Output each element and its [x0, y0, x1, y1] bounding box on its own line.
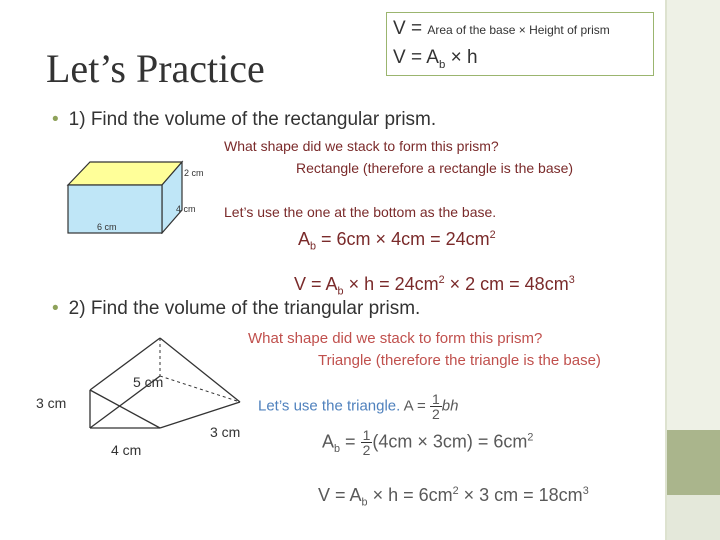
q1-shape-answer: Rectangle (therefore a rectangle is the base)	[296, 160, 574, 176]
q1-ab-eq: = 6cm × 4cm = 24cm	[316, 229, 490, 249]
q1-v-mid: × h = 24cm	[343, 274, 439, 294]
q2-ab-eq: =	[340, 431, 356, 452]
q1-v-sub: b	[337, 285, 344, 298]
q1-area-base	[298, 229, 496, 253]
formula-line-1	[393, 18, 610, 40]
question-2	[52, 298, 420, 320]
q2-shape-answer: Triangle (therefore the triangle is the base)	[318, 352, 601, 369]
label-6cm: 6 cm	[97, 222, 117, 232]
q1-ab-sub: b	[310, 240, 317, 253]
side-bar-light	[667, 0, 720, 430]
q2-formula-bh: bh	[441, 397, 459, 415]
q2-v-sub: b	[361, 496, 368, 509]
q1-v-mid2: × 2 cm = 48cm	[444, 274, 569, 294]
formula-v-label: V =	[393, 18, 423, 39]
q2-v-sup: 2	[452, 485, 459, 497]
q2-ab-fraction	[361, 428, 373, 457]
q2-ab-a: A	[322, 431, 335, 452]
q1-shape-question: What shape did we stack to form this prism?	[224, 138, 499, 154]
q2-ab-num: 1	[362, 427, 371, 443]
label-4cm-bottom: 4 cm	[111, 442, 142, 458]
question-1	[52, 109, 436, 131]
formula-v-ab: V = A	[393, 47, 439, 68]
q2-triangle-formula	[258, 392, 458, 421]
label-4cm: 4 cm	[176, 204, 196, 214]
prism-hidden-base	[160, 376, 240, 402]
formula-sub-b: b	[438, 58, 446, 71]
q1-v-sup2: 3	[568, 274, 575, 286]
side-bar-dark	[667, 430, 720, 495]
q2-ab-rest: (4cm × 3cm) = 6cm	[372, 431, 528, 452]
side-bar-bottom	[667, 495, 720, 540]
formula-description: Area of the base × Height of prism	[427, 23, 610, 37]
question-2-text: 2) Find the volume of the triangular prism.	[68, 298, 421, 319]
q2-v-sup2: 3	[582, 485, 589, 497]
formula-line-2	[393, 47, 478, 71]
label-5cm: 5 cm	[133, 374, 164, 390]
q2-shape-question: What shape did we stack to form this prism?	[248, 330, 543, 347]
q2-ab-sub: b	[334, 442, 341, 455]
question-1-text: 1) Find the volume of the rectangular prism.	[68, 109, 437, 130]
prism-back-hyp	[160, 338, 240, 402]
label-3cm-left: 3 cm	[36, 395, 67, 411]
q2-area-base	[322, 428, 533, 457]
q1-volume	[294, 274, 575, 298]
label-3cm-depth: 3 cm	[210, 424, 241, 440]
bullet-icon: •	[52, 298, 59, 319]
q2-ab-den: 2	[362, 442, 371, 458]
q2-volume	[318, 485, 589, 509]
label-2cm: 2 cm	[184, 168, 204, 178]
q1-ab-a: A	[298, 229, 311, 249]
q2-v-mid2: × 3 cm = 18cm	[458, 485, 583, 505]
q2-ab-sup: 2	[527, 431, 534, 444]
q1-v-sup: 2	[438, 274, 445, 286]
q2-formula-fraction	[430, 392, 442, 421]
q2-formula-a: A =	[403, 397, 426, 415]
slide-title: Let’s Practice	[46, 46, 265, 91]
q2-v-a: V = A	[318, 485, 362, 505]
q2-formula-den: 2	[431, 406, 440, 422]
rectangular-prism-figure	[60, 150, 220, 234]
formula-times-h: × h	[445, 47, 478, 68]
q1-v-a: V = A	[294, 274, 338, 294]
q1-use-base: Let’s use the one at the bottom as the base.	[224, 204, 497, 220]
q2-formula-num: 1	[431, 391, 440, 407]
volume-formula-box	[386, 12, 654, 76]
q2-v-mid: × h = 6cm	[367, 485, 453, 505]
bullet-icon: •	[52, 109, 59, 130]
q1-ab-sup: 2	[489, 229, 496, 241]
prism-front-hyp	[90, 390, 160, 428]
q2-use-triangle: Let’s use the triangle.	[258, 397, 401, 415]
